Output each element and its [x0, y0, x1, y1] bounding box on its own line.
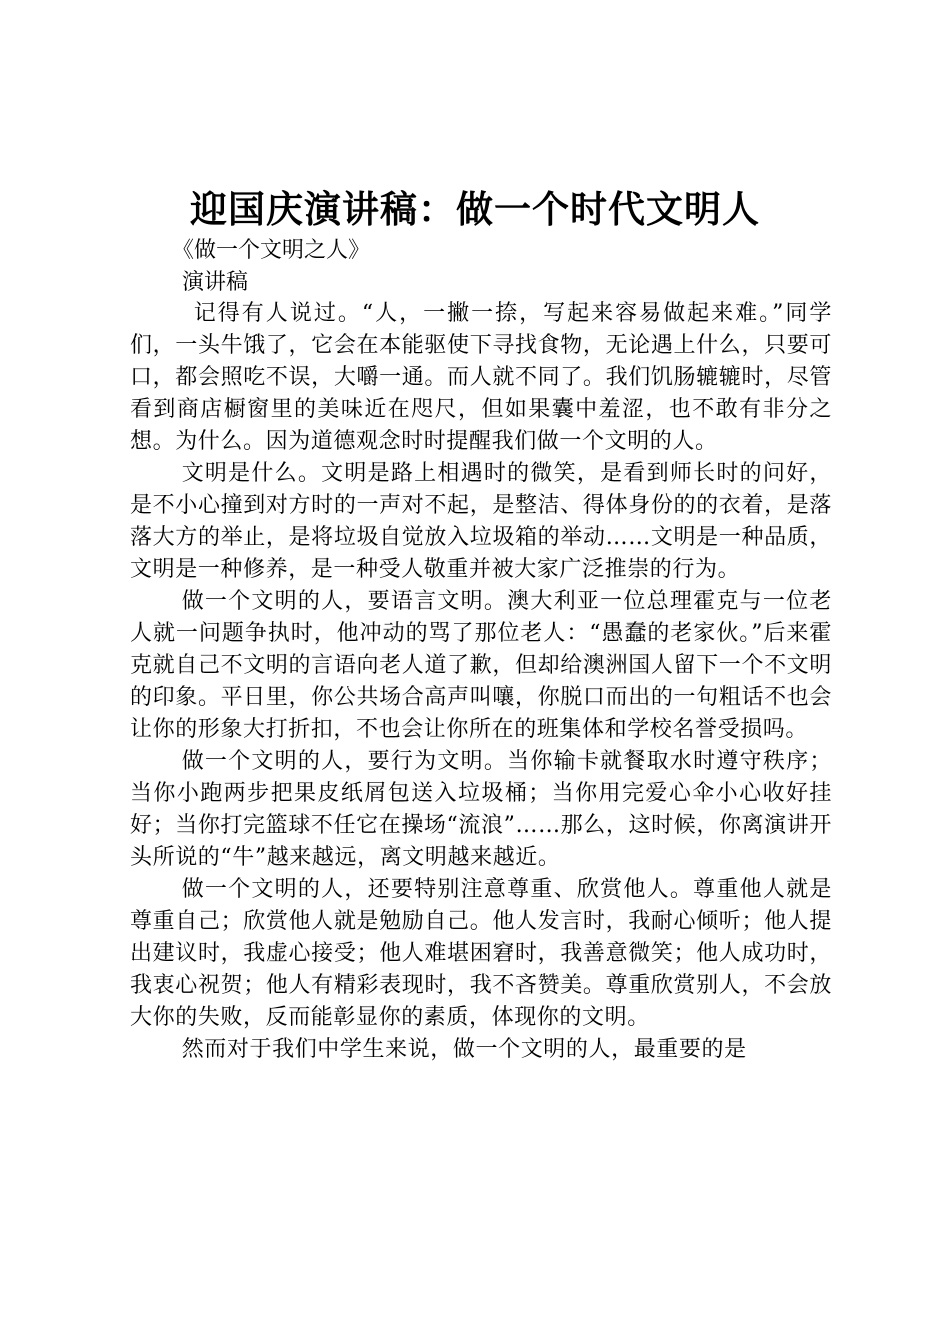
paragraph: 做一个文明的人，要语言文明。澳大利亚一位总理霍克与一位老人就一问题争执时，他冲动的骂了那位老人：“愚蠢的老家伙。”后来霍克就自己不文明的言语向老人道了歉，但却给澳洲国人留下一个不文明的印象。平日里，你公共场合高声叫嚷，你脱口而出的一句粗话不也会让你的形象大打折扣，不也会让你所在的班集体和学校名誉受损吗。 — [130, 589, 832, 742]
speech-name-line: 《做一个文明之人》 — [172, 238, 371, 263]
document-title: 迎国庆演讲稿：做一个时代文明人 — [190, 187, 760, 231]
paragraph: 记得有人说过。“人，一撇一捺，写起来容易做起来难。”同学们，一头牛饿了，它会在本能驱使下寻找食物，无论遇上什么，只要可口，都会照吃不误，大嚼一通。而人就不同了。我们饥肠辘辘时，尽管看到商店橱窗里的美味近在咫尺，但如果囊中羞涩，也不敢有非分之想。为什么。因为道德观念时时提醒我们做一个文明的人。 — [130, 301, 832, 454]
paragraph: 做一个文明的人，还要特别注意尊重、欣赏他人。尊重他人就是尊重自己；欣赏他人就是勉励自己。他人发言时，我耐心倾听；他人提出建议时，我虚心接受；他人难堪困窘时，我善意微笑；他人成功时，我衷心祝贺；他人有精彩表现时，我不吝赞美。尊重欣赏别人，不会放大你的失败，反而能彰显你的素质，体现你的文明。 — [130, 877, 832, 1030]
document-body — [130, 298, 832, 1066]
speech-type-line: 演讲稿 — [182, 270, 249, 295]
paragraph: 做一个文明的人，要行为文明。当你输卡就餐取水时遵守秩序；当你小跑两步把果皮纸屑包送入垃圾桶；当你用完爱心伞小心收好挂好；当你打完篮球不任它在操场“流浪”……那么，这时候，你离演讲开头所说的“牛”越来越远，离文明越来越近。 — [130, 749, 832, 870]
paragraph: 文明是什么。文明是路上相遇时的微笑，是看到师长时的问好，是不小心撞到对方时的一声对不起，是整洁、得体身份的的衣着，是落落大方的举止，是将垃圾自觉放入垃圾箱的举动……文明是一种品质，文明是一种修养，是一种受人敬重并被大家广泛推崇的行为。 — [130, 461, 832, 582]
paragraph: 然而对于我们中学生来说，做一个文明的人，最重要的是 — [181, 1037, 747, 1062]
